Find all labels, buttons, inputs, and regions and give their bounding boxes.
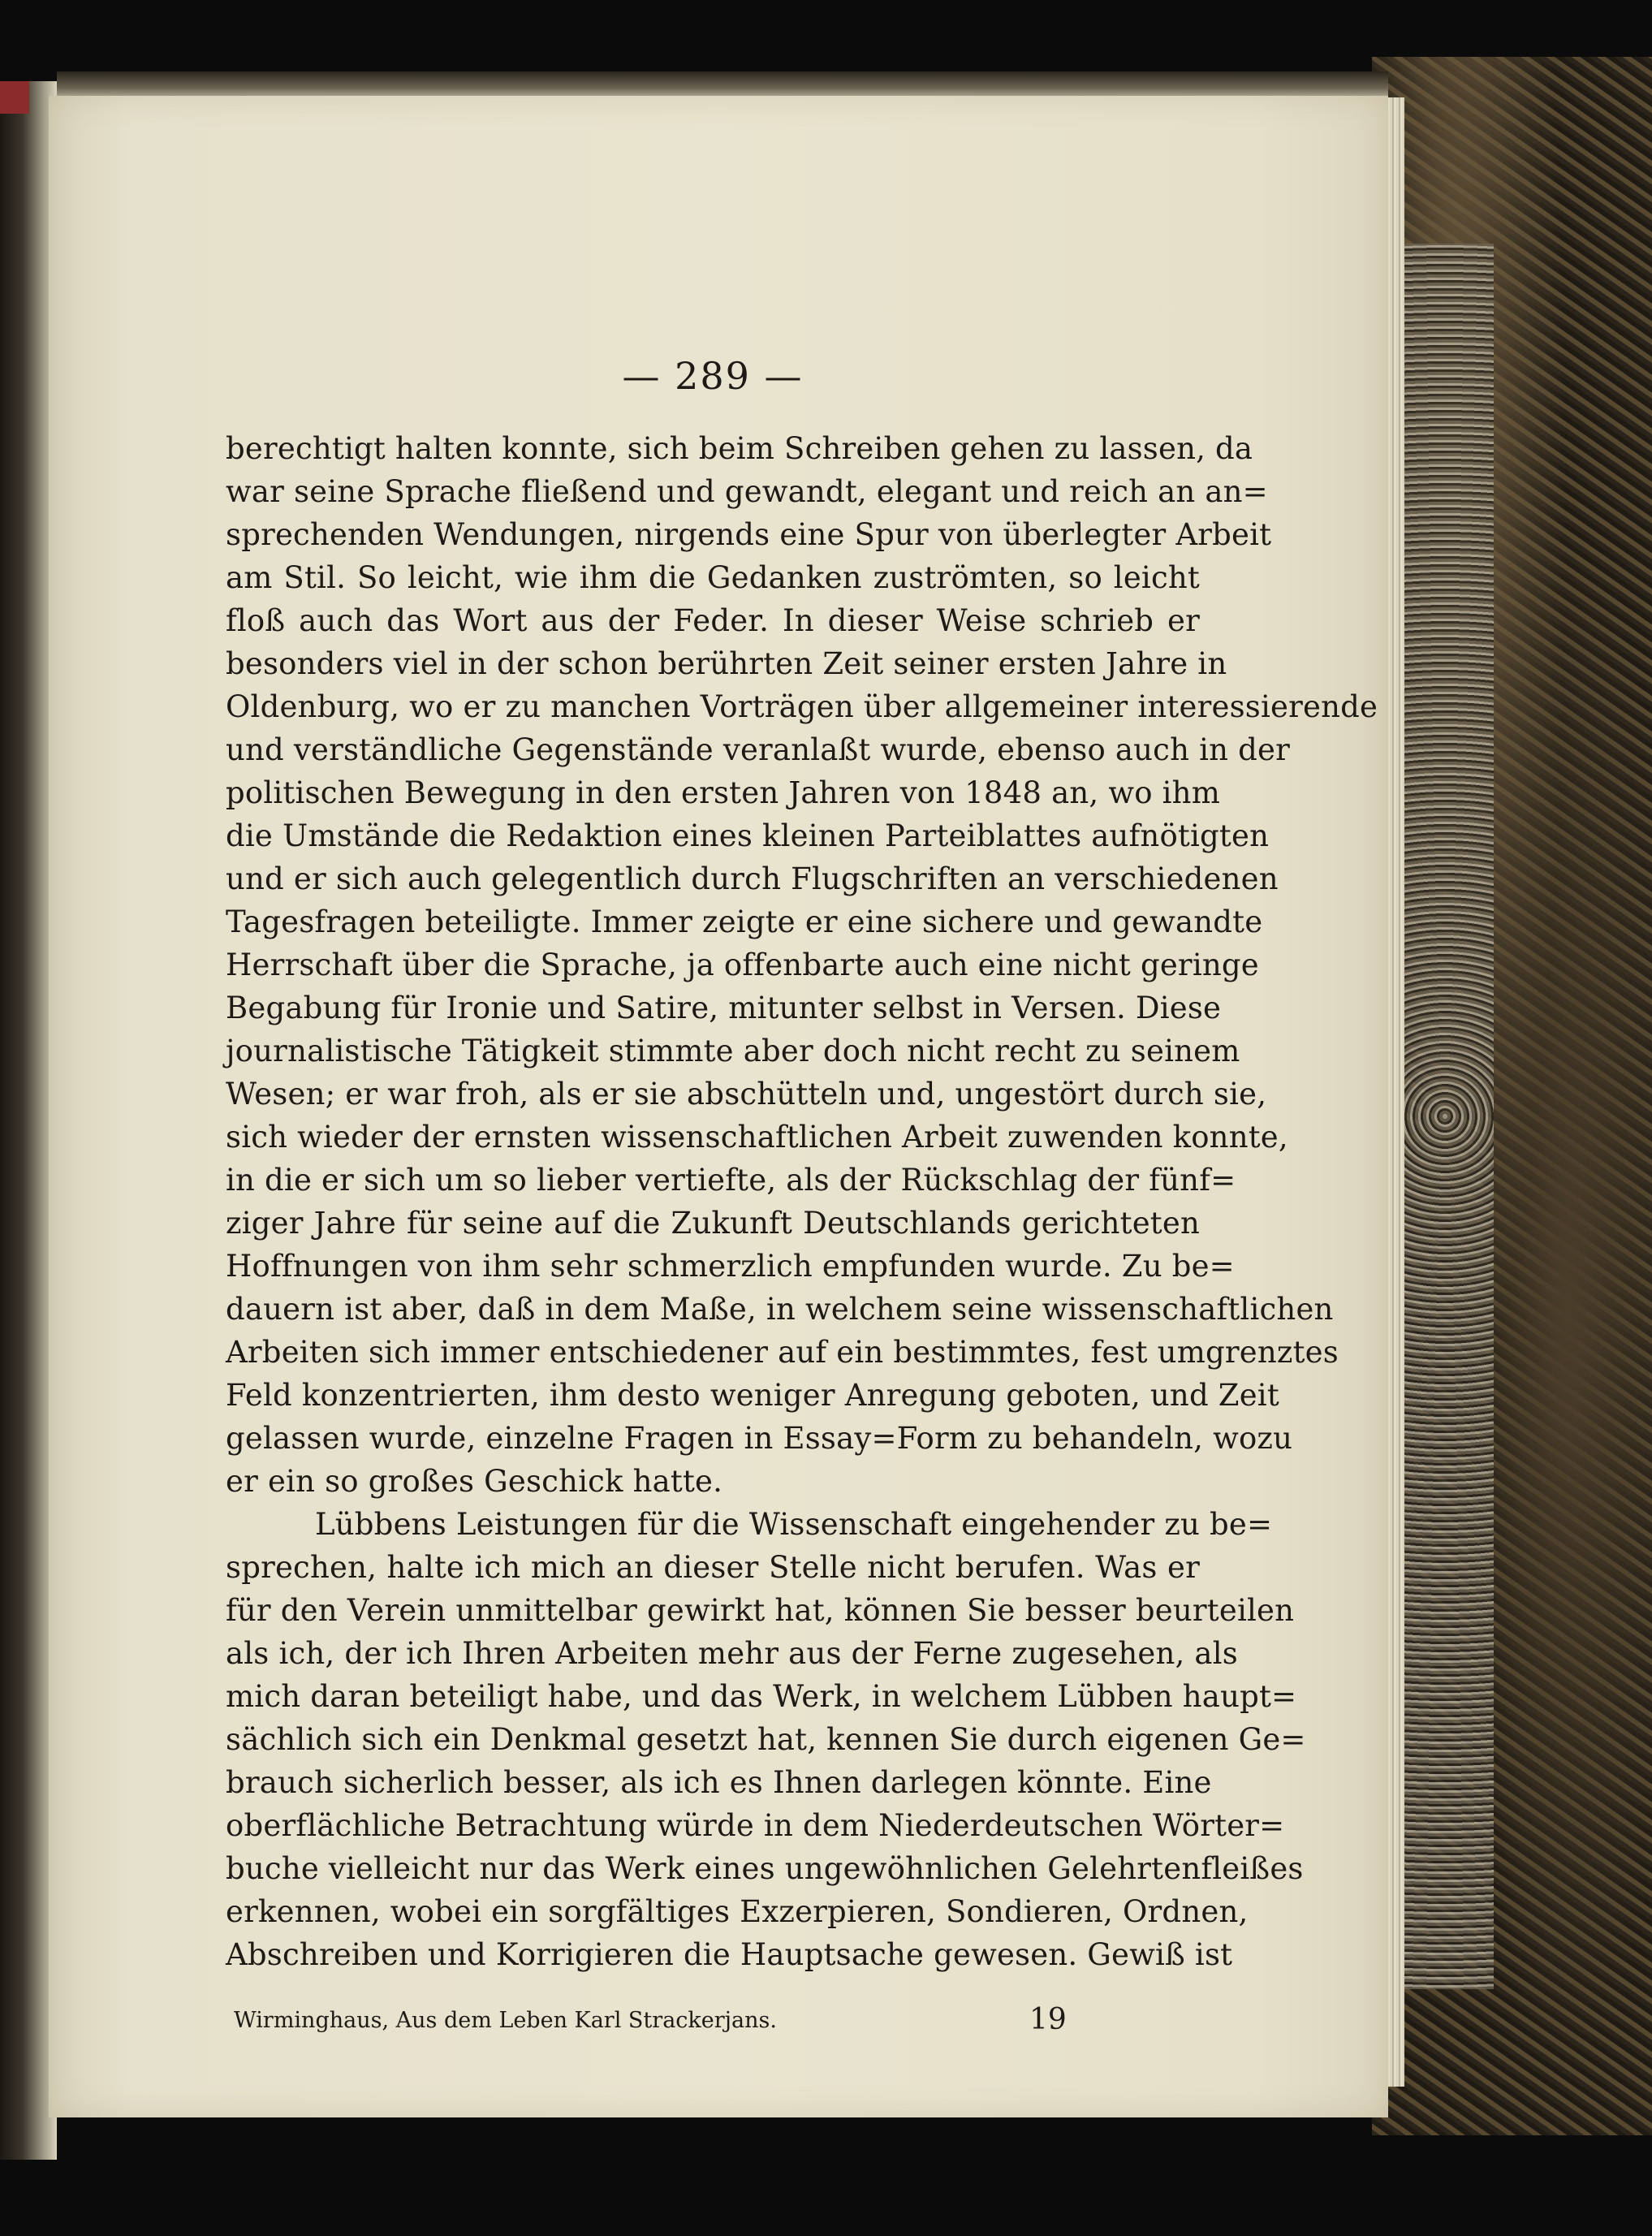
page-number-header: — 289 — [622, 354, 804, 398]
text-line: sprechenden Wendungen, nirgends eine Spur von überlegter Arbeit [226, 517, 1272, 552]
text-line: Hoffnungen von ihm sehr schmerzlich empfunden wurde. Zu be= [226, 1249, 1235, 1284]
text-line: Herrschaft über die Sprache, ja offenbarte auch eine nicht geringe [226, 947, 1259, 982]
text-line: sächlich sich ein Denkmal gesetzt hat, kennen Sie durch eigenen Ge= [226, 1722, 1306, 1757]
text-line: journalistische Tätigkeit stimmte aber doch nicht recht zu seinem [226, 1034, 1240, 1068]
text-line: und er sich auch gelegentlich durch Flugschriften an verschiedenen [226, 861, 1279, 896]
text-line: Arbeiten sich immer entschiedener auf ein bestimmtes, fest umgrenztes [226, 1335, 1339, 1370]
text-line: sich wieder der ernsten wissenschaftlichen Arbeit zuwenden konnte, [226, 1120, 1288, 1155]
text-line: berechtigt halten konnte, sich beim Schreiben gehen zu lassen, da [226, 431, 1253, 466]
text-line: er ein so großes Geschick hatte. [226, 1464, 723, 1499]
text-line: als ich, der ich Ihren Arbeiten mehr aus der Ferne zugesehen, als [226, 1636, 1238, 1671]
text-line: Begabung für Ironie und Satire, mitunter selbst in Versen. Diese [226, 991, 1222, 1025]
text-line: mich daran beteiligt habe, und das Werk, in welchem Lübben haupt= [226, 1679, 1297, 1714]
ribbon-marker [0, 81, 29, 114]
text-line: Wesen; er war froh, als er sie abschütteln und, ungestört durch sie, [226, 1077, 1267, 1112]
text-line: politischen Bewegung in den ersten Jahren von 1848 an, wo ihm [226, 775, 1220, 810]
text-line: buche vielleicht nur das Werk eines ungewöhnlichen Gelehrtenfleißes [226, 1851, 1304, 1886]
text-line: die Umstände die Redaktion eines kleinen Parteiblattes aufnötigten [226, 818, 1270, 853]
text-line: oberflächliche Betrachtung würde in dem Niederdeutschen Wörter= [226, 1808, 1285, 1843]
footer-signature-number: 19 [1029, 2003, 1067, 2036]
text-line: brauch sicherlich besser, als ich es Ihnen darlegen könnte. Eine [226, 1765, 1212, 1800]
marbled-cover-pattern [1396, 244, 1494, 1989]
text-line: ziger Jahre für seine auf die Zukunft Deutschlands gerichteten [226, 1206, 1200, 1241]
text-line: war seine Sprache fließend und gewandt, elegant und reich an an= [226, 474, 1268, 509]
text-line: dauern ist aber, daß in dem Maße, in welchem seine wissenschaftlichen [226, 1292, 1334, 1327]
text-line: am Stil. So leicht, wie ihm die Gedanken zuströmten, so leicht [226, 560, 1200, 595]
text-line: besonders viel in der schon berührten Zeit seiner ersten Jahre in [226, 646, 1227, 681]
text-line: Feld konzentrierten, ihm desto weniger Anregung geboten, und Zeit [226, 1378, 1279, 1413]
text-line: sprechen, halte ich mich an dieser Stelle nicht berufen. Was er [226, 1550, 1200, 1585]
text-line: gelassen wurde, einzelne Fragen in Essay=Form zu behandeln, wozu [226, 1421, 1293, 1456]
text-line: Tagesfragen beteiligte. Immer zeigte er eine sichere und gewandte [226, 904, 1263, 939]
text-line: floß auch das Wort aus der Feder. In dieser Weise schrieb er [226, 603, 1200, 638]
text-line: in die er sich um so lieber vertiefte, als der Rückschlag der fünf= [226, 1163, 1236, 1198]
text-line: Lübbens Leistungen für die Wissenschaft eingehender zu be= [315, 1507, 1273, 1542]
book-page [49, 96, 1388, 2117]
text-line: Abschreiben und Korrigieren die Hauptsache gewesen. Gewiß ist [226, 1937, 1233, 1972]
text-line: Oldenburg, wo er zu manchen Vorträgen über allgemeiner interessierende [226, 689, 1378, 724]
footer-signature-text: Wirminghaus, Aus dem Leben Karl Strackerjans. [234, 2008, 777, 2033]
text-line: und verständliche Gegenstände veranlaßt wurde, ebenso auch in der [226, 732, 1290, 767]
text-line: für den Verein unmittelbar gewirkt hat, können Sie besser beurteilen [226, 1593, 1295, 1628]
text-line: erkennen, wobei ein sorgfältiges Exzerpieren, Sondieren, Ordnen, [226, 1894, 1249, 1929]
